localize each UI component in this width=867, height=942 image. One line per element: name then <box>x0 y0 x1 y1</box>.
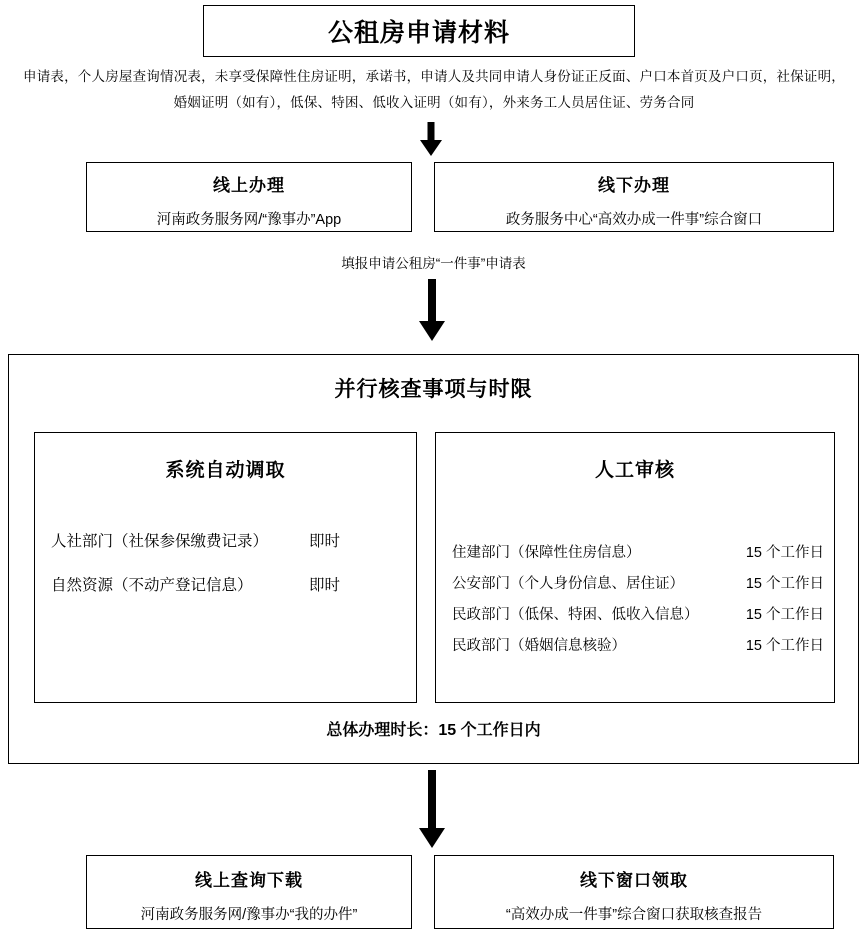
application-form-note: 填报申请公租房“一件事”申请表 <box>341 256 526 271</box>
result-offline-title: 线下窗口领取 <box>580 871 688 890</box>
channel-offline-box <box>434 162 834 232</box>
arrow-down-2 <box>419 279 445 341</box>
manual-duration-label: 15 个工作日 <box>745 607 824 623</box>
arrow-down-1 <box>419 122 443 156</box>
parallel-section-title: 并行核查事项与时限 <box>334 378 533 401</box>
manual-duration-label: 15 个工作日 <box>745 576 824 592</box>
arrow-shaft <box>428 770 436 830</box>
list-item <box>51 529 403 551</box>
result-offline-detail: “高效办成一件事”综合窗口获取核查报告 <box>505 907 763 923</box>
auto-dept-label: 自然资源（不动产登记信息） <box>51 577 253 594</box>
channel-offline-detail: 政务服务中心“高效办成一件事”综合窗口 <box>505 212 763 228</box>
manual-review-list <box>452 541 824 665</box>
channel-online-box <box>86 162 412 232</box>
auto-duration-label: 即时 <box>309 577 341 594</box>
manual-dept-label: 公安部门（个人身份信息、居住证） <box>452 576 684 592</box>
page-title: 公租房申请材料 <box>327 19 510 47</box>
manual-duration-label: 15 个工作日 <box>745 638 824 654</box>
arrow-shaft <box>428 122 435 142</box>
list-item <box>452 634 824 655</box>
manual-dept-label: 住建部门（保障性住房信息） <box>452 545 641 561</box>
arrow-head <box>419 828 445 848</box>
auto-retrieval-box <box>34 432 417 703</box>
manual-review-box <box>435 432 835 703</box>
manual-dept-label: 民政部门（婚姻信息核验） <box>452 638 626 654</box>
parallel-verification-section <box>8 354 859 764</box>
channel-online-detail: 河南政务服务网/“豫事办”App <box>156 212 342 228</box>
result-online-title: 线上查询下载 <box>195 871 303 890</box>
list-item <box>452 541 824 562</box>
arrow-head <box>419 321 445 341</box>
list-item <box>452 603 824 624</box>
manual-dept-label: 民政部门（低保、特困、低收入信息） <box>452 607 699 623</box>
list-item <box>452 572 824 593</box>
materials-list-text: 申请表，个人房屋查询情况表，未享受保障性住房证明，承诺书，申请人及共同申请人身份证正反面、户口本首页及户口页，社保证明，婚姻证明（如有），低保、特困、低收入证明（如有），外来务工人员居住证、劳务合同 <box>23 69 845 110</box>
channel-offline-title: 线下办理 <box>598 176 670 195</box>
result-online-box <box>86 855 412 929</box>
auto-duration-label: 即时 <box>309 533 341 550</box>
arrow-down-3 <box>419 770 445 850</box>
auto-dept-label: 人社部门（社保参保缴费记录） <box>51 533 269 550</box>
manual-review-title: 人工审核 <box>594 460 675 481</box>
result-offline-box <box>434 855 834 929</box>
arrow-head <box>420 140 442 156</box>
list-item <box>51 573 403 595</box>
auto-retrieval-list <box>51 529 403 617</box>
diagram-title-box <box>203 5 635 57</box>
arrow-shaft <box>428 279 436 323</box>
channel-online-title: 线上办理 <box>213 176 285 195</box>
auto-retrieval-title: 系统自动调取 <box>165 460 286 481</box>
total-duration-label: 总体办理时长：15 个工作日内 <box>326 722 541 739</box>
result-online-detail: 河南政务服务网/豫事办“我的办件” <box>140 907 358 923</box>
manual-duration-label: 15 个工作日 <box>745 545 824 561</box>
